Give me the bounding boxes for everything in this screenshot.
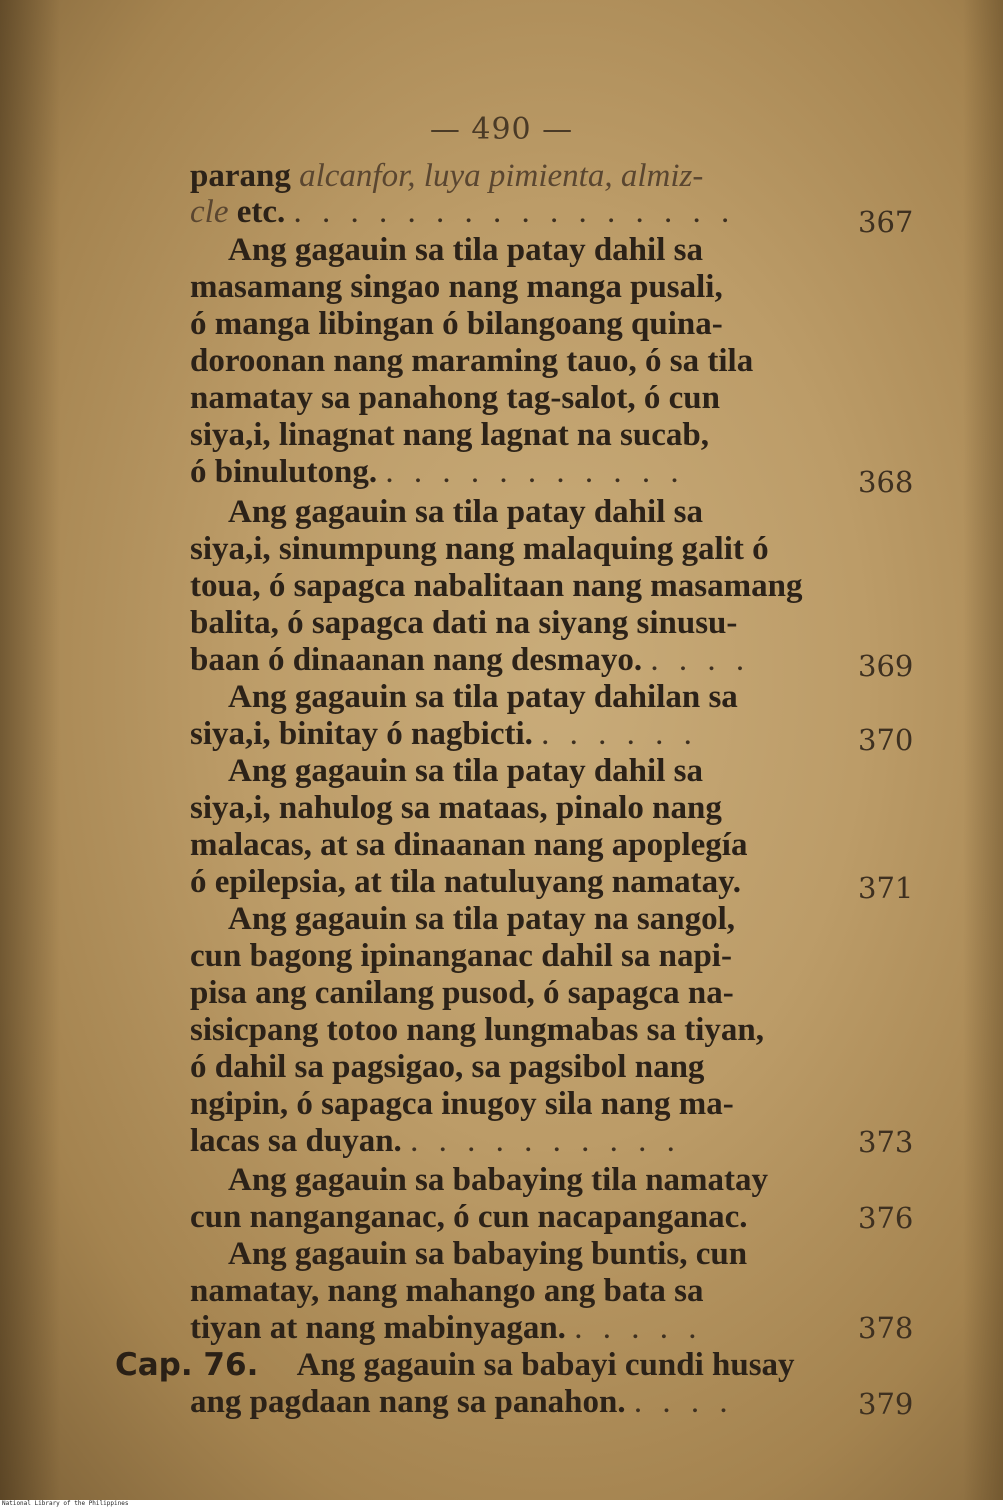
page-number: — 490 — — [429, 112, 574, 147]
entry-line: Ang gagauin sa babaying tila namatay — [228, 1162, 769, 1198]
entry-line: Ang gagauin sa tila patay dahil sa — [228, 753, 703, 789]
page-reference: 376 — [858, 1201, 914, 1235]
entry-line: parang alcanfor, luya pimienta, almiz- — [190, 158, 704, 194]
spine-shadow — [0, 0, 60, 1500]
entry-line: siya,i, linagnat nang lagnat na sucab, — [190, 417, 709, 453]
entry-line: siya,i, sinumpung nang malaquing galit ó — [190, 531, 769, 567]
entry-line: masamang singao nang manga pusali, — [190, 269, 723, 305]
entry-line: malacas, at sa dinaanan nang apoplegía — [190, 827, 748, 863]
entry-line: ó manga libingan ó bilangoang quina- — [190, 306, 723, 342]
entry-line: cle etc. . . . . . . . . . . . . . . . . — [190, 194, 736, 230]
entry-line: doroonan nang maraming tauo, ó sa tila — [190, 343, 754, 379]
entry-line: ó binulutong. . . . . . . . . . . . — [190, 454, 685, 490]
page-reference: 367 — [858, 205, 914, 239]
entry-line: cun nanganganac, ó cun nacapanganac. — [190, 1199, 748, 1235]
entry-line: ó epilepsia, at tila natuluyang namatay. — [190, 864, 741, 900]
entry-line: siya,i, nahulog sa mataas, pinalo nang — [190, 790, 722, 826]
entry-line: Ang gagauin sa tila patay na sangol, — [228, 901, 736, 937]
entry-line: ó dahil sa pagsigao, sa pagsibol nang — [190, 1049, 705, 1085]
entry-line: namatay sa panahong tag-salot, ó cun — [190, 380, 720, 416]
entry-line: ngipin, ó sapagca inugoy sila nang ma- — [190, 1086, 734, 1122]
entry-line: lacas sa duyan. . . . . . . . . . . — [190, 1123, 681, 1159]
page-reference: 369 — [858, 649, 914, 683]
page-reference: 378 — [858, 1311, 914, 1345]
page-reference: 368 — [858, 465, 914, 499]
page-reference: 373 — [858, 1125, 914, 1159]
entry-line: siya,i, binitay ó nagbicti. . . . . . . — [190, 716, 698, 752]
footer-text: National Library of the Philippines — [2, 1500, 129, 1507]
chapter-entry-line: Cap. 76. Ang gagauin sa babayi cundi husay — [115, 1347, 795, 1383]
entry-line: ang pagdaan nang sa panahon. . . . . — [190, 1384, 734, 1420]
entry-line: sisicpang totoo nang lungmabas sa tiyan, — [190, 1012, 764, 1048]
entry-line: toua, ó sapagca nabalitaan nang masamang — [190, 568, 803, 604]
chapter-label: Cap. 76. — [115, 1347, 259, 1383]
entry-line: Ang gagauin sa babaying buntis, cun — [228, 1236, 748, 1272]
page-reference: 370 — [858, 723, 914, 757]
page-reference: 371 — [858, 871, 914, 905]
entry-line: Ang gagauin sa tila patay dahil sa — [228, 232, 703, 268]
page-reference: 379 — [858, 1387, 914, 1421]
entry-line: pisa ang canilang pusod, ó sapagca na- — [190, 975, 734, 1011]
entry-line: balita, ó sapagca dati na siyang sinusu- — [190, 605, 738, 641]
entry-line: cun bagong ipinanganac dahil sa napi- — [190, 938, 732, 974]
entry-line: tiyan at nang mabinyagan. . . . . . — [190, 1310, 703, 1346]
entry-line: namatay, nang mahango ang bata sa — [190, 1273, 704, 1309]
footer-credit — [0, 1500, 1003, 1508]
page-edge-shadow — [963, 0, 1003, 1500]
entry-line: Ang gagauin sa tila patay dahil sa — [228, 494, 703, 530]
entry-line: baan ó dinaanan nang desmayo. . . . . — [190, 642, 751, 678]
entry-line: Ang gagauin sa tila patay dahilan sa — [228, 679, 738, 715]
